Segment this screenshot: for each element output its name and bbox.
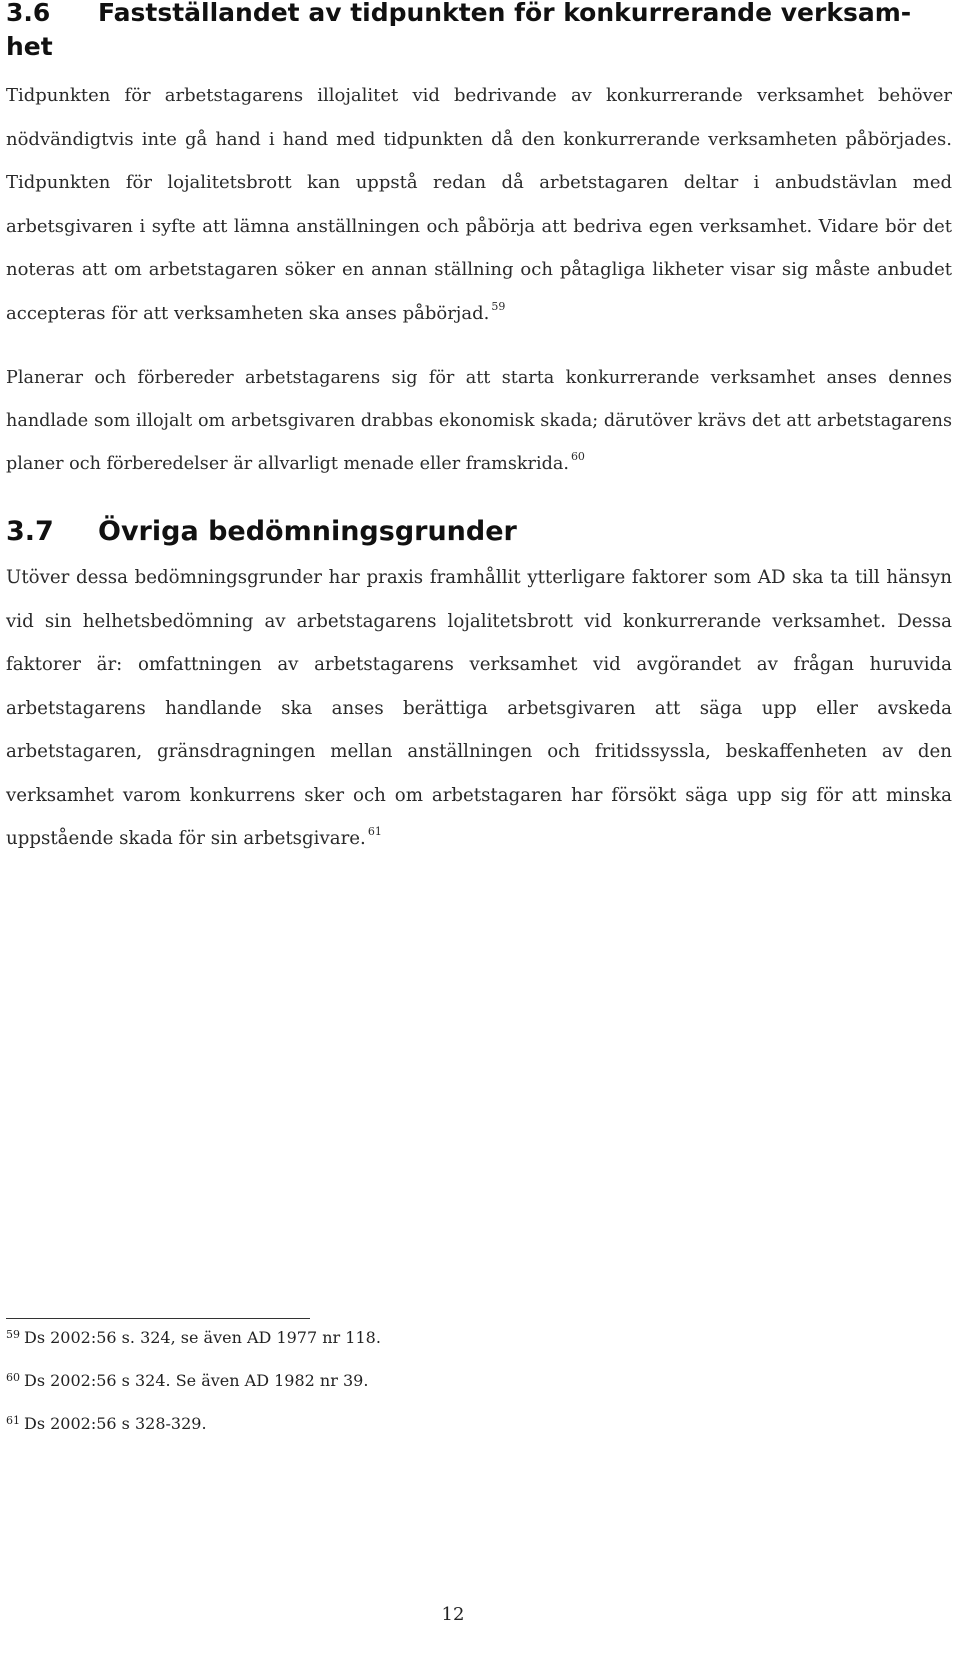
page-number: 12 bbox=[441, 1604, 465, 1625]
footnote-text: Ds 2002:56 s 324. Se även AD 1982 nr 39. bbox=[24, 1371, 369, 1390]
section-title-line: het bbox=[6, 32, 53, 61]
page-body bbox=[6, 0, 952, 861]
footnote-item bbox=[6, 1365, 906, 1408]
footnote-number: 60 bbox=[6, 1371, 20, 1384]
footnotes bbox=[6, 1322, 906, 1451]
footnote-text: Ds 2002:56 s. 324, se även AD 1977 nr 118. bbox=[24, 1328, 381, 1347]
footnote-number: 59 bbox=[6, 1328, 20, 1341]
section-title-line: Fastställandet av tidpunkten för konkurrerande verksam- bbox=[98, 0, 912, 27]
footnote-text: Ds 2002:56 s 328-329. bbox=[24, 1414, 207, 1433]
body-paragraph bbox=[6, 556, 952, 861]
footnote-item bbox=[6, 1322, 906, 1365]
footnote-reference: 59 bbox=[491, 299, 506, 313]
section-heading-3-6 bbox=[6, 0, 952, 30]
section-heading-3-7 bbox=[6, 514, 952, 550]
footnote-separator bbox=[6, 1318, 310, 1319]
paragraph-text: Planerar och förbereder arbetstagarens sig för att starta konkurrerande verksamhet anses dennes handlade som illojalt om arbetsgivaren drabbas ekonomisk skada; därutöver krävs det att arbetstagarens planer och förberedelser är allvarligt menade eller framskrida. bbox=[6, 368, 952, 474]
body-paragraph bbox=[6, 357, 952, 486]
footnote-item bbox=[6, 1408, 906, 1451]
footnote-reference: 60 bbox=[570, 450, 585, 463]
section-heading-3-6-continued bbox=[6, 30, 952, 64]
body-paragraph bbox=[6, 74, 952, 335]
paragraph-text: Tidpunkten för arbetstagarens illojalitet vid bedrivande av konkurrerande verksamhet behöver nödvändigtvis inte gå hand i hand med tidpunkten då den konkurrerande verksamheten påbörjades. Tidpunkten för lojalitetsbrott kan uppstå redan då arbetstagaren deltar i anbudstävlan med arbetsgivaren i syfte att lämna anställningen och påbörja att bedriva egen verksamhet. Vidare bör det noteras att om arbetstagaren söker en annan ställning och påtagliga likheter visar sig måste anbudet accepteras för att verksamheten ska anses påbörjad. bbox=[6, 85, 952, 324]
footnote-number: 61 bbox=[6, 1414, 20, 1427]
paragraph-text: Utöver dessa bedömningsgrunder har praxis framhållit ytterligare faktorer som AD ska ta till hänsyn vid sin helhetsbedömning av arbetstagarens lojalitetsbrott vid konkurrerande verksamhet. Dessa faktorer är: omfattningen av arbetstagarens verksamhet vid avgörandet av frågan huruvida arbetstagarens handlande ska anses berättiga arbetsgivaren att säga upp eller avskeda arbetstagaren, gränsdragningen mellan anställningen och fritidssyssla, beskaffenheten av den verksamhet varom konkurrens sker och om arbetstagaren har försökt säga upp sig för att minska uppstående skada för sin arbetsgivare. bbox=[6, 567, 952, 849]
section-number: 3.7 bbox=[6, 516, 54, 547]
section-title bbox=[98, 0, 952, 30]
section-title: Övriga bedömningsgrunder bbox=[98, 516, 517, 547]
section-number: 3.6 bbox=[6, 0, 51, 27]
footnote-reference: 61 bbox=[367, 825, 382, 838]
